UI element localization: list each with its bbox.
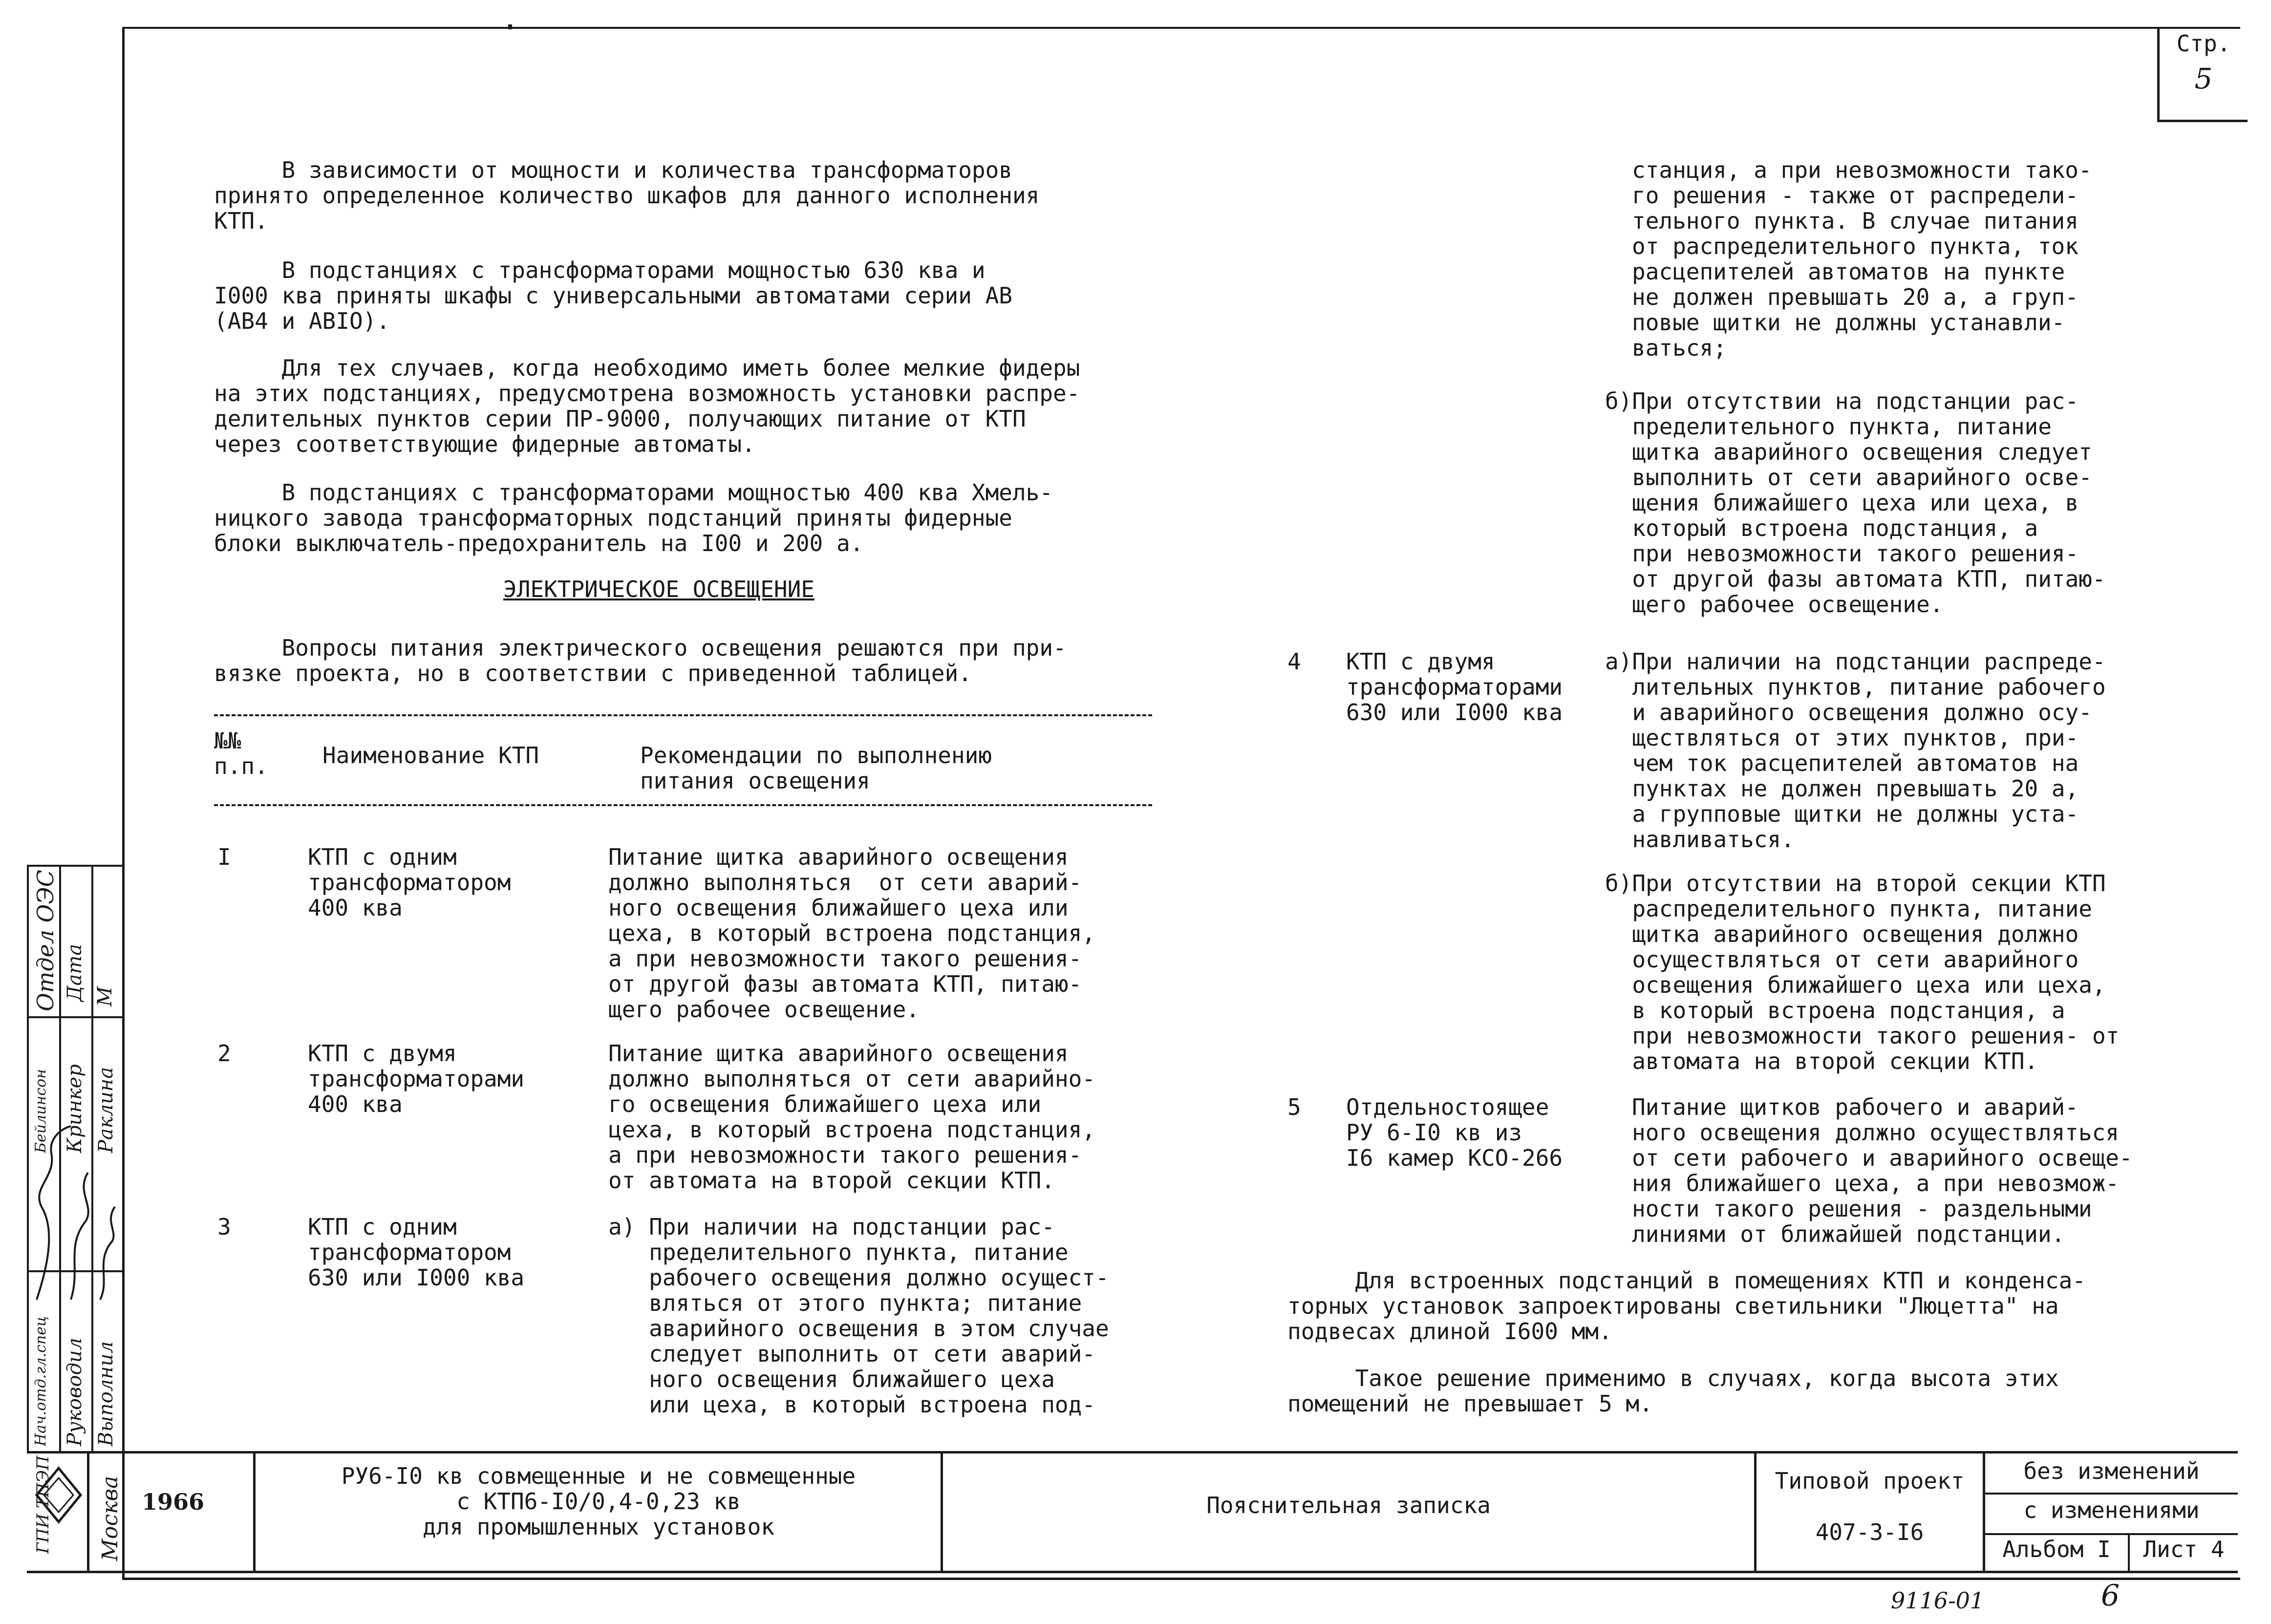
with-changes-label: с изменениями <box>2023 1497 2200 1523</box>
table-row-3-rec: а) При наличии на подстанции рас- пределительного пункта, питание рабочего освещения должно осущест- вляться от этого пункта; питание аварийного освещения в этом случае следует выполнить от сети аварий- ного освещения ближайшего цеха или цеха, в который встроена под- <box>608 1214 1109 1418</box>
typical-project-label: Типовой проект <box>1775 1468 1965 1494</box>
page-number: 5 <box>2194 62 2213 95</box>
paragraph-lighting: Вопросы питания электрического освещения решаются при при- вязке проекта, но в соответствии с приведенной таблицей. <box>214 635 1067 686</box>
stamp-name-2: Кринкер <box>64 1064 86 1153</box>
table-row-3-num: 3 <box>217 1214 231 1240</box>
org-logo-text: ГПИ ТПЭП <box>33 1455 53 1554</box>
stamp-month-mark: М <box>94 986 116 1006</box>
table-row-5-name: Отдельностоящее РУ 6-I0 кв из I6 камер КСО-266 <box>1346 1094 1563 1171</box>
section-heading: ЭЛЕКТРИЧЕСКОЕ ОСВЕЩЕНИЕ <box>503 576 814 602</box>
stamp-date-label: Дата <box>64 943 86 1002</box>
table-top-rule <box>214 714 1152 716</box>
stamp-role-1: Нач.отд.гл.спец <box>32 1316 49 1446</box>
title-block-top-rule <box>27 1451 2238 1453</box>
table-header-rule <box>214 804 1152 806</box>
sheet-label: Лист 4 <box>2143 1536 2225 1562</box>
table-row-4-option-b: б)При отсутствии на второй секции КТП распределительного пункта, питание щитка аварийного освещения должно осуществляться от сети аварийного освещения ближайшего цеха или цеха, в который встроена подстанция, а при невозможности такого решения- от автомата на второй секции КТП. <box>1605 870 2120 1074</box>
project-title: РУ6-I0 кв совмещенные и не совмещенные с КТП6-I0/0,4-0,23 кв для промышленных установок <box>341 1463 856 1540</box>
stamp-name-1: Бейлинсон <box>32 1069 49 1153</box>
title-row-rule-2 <box>1983 1533 2238 1535</box>
table-row-4-option-a: а)При наличии на подстанции распреде- лительных пунктов, питание рабочего и аварийного освещения должно осу- ществляться от этих пунктов, при- чем ток расцепителей автоматов на пунктах не должен превышать 20 а, а групповые щитки не должны уста- навливаться. <box>1605 648 2106 853</box>
table-row-2-rec: Питание щитка аварийного освещения должно выполняться от сети аварийно- го освещения ближайшего цеха или цеха, в который встроена подстанция, а при невозможности такого решения- от автомата на второй секции КТП. <box>608 1040 1095 1194</box>
project-year: 1966 <box>142 1489 205 1515</box>
paragraph-lamps: Для встроенных подстанций в помещениях КТП и конденса- торных установок запроектированы светильники "Люцетта" на подвесах длиной I600 мм. <box>1287 1267 2086 1345</box>
table-row-4-num: 4 <box>1287 648 1301 675</box>
no-changes-label: без изменений <box>2023 1458 2200 1484</box>
table-row-5-rec: Питание щитков рабочего и аварий- ного освещения должно осуществляться от сети рабочего и аварийного освеще- ния ближайшего цеха, а при невозмож- ности такого решения - раздельными линиями от ближайшей подстанции. <box>1632 1094 2133 1247</box>
stamp-role-2: Руководил <box>64 1337 86 1446</box>
page-label-caption: Стр. <box>2176 30 2231 57</box>
document-name: Пояснительная записка <box>1206 1492 1491 1518</box>
city-label: Москва <box>98 1475 123 1561</box>
table-header-num: №№ п.п. <box>214 727 268 779</box>
table-row-4-name: КТП с двумя трансформаторами 630 или I000 ква <box>1346 648 1563 726</box>
table-header-name: Наименование КТП <box>322 742 539 769</box>
stamp-rule-top <box>29 865 124 867</box>
paragraph-630kva: В подстанциях с трансформаторами мощностью 630 ква и I000 ква приняты шкафы с универсальными автоматами серии АВ (АВ4 и АВIO). <box>214 257 1012 334</box>
table-row-2-name: КТП с двумя трансформаторами 400 ква <box>308 1040 525 1117</box>
paragraph-transformers: В зависимости от мощности и количества трансформаторов принято определенное количество шкафов для данного исполнения КТП. <box>214 157 1040 234</box>
paragraph-400kva: В подстанциях с трансформаторами мощностью 400 ква Хмель- ницкого завода трансформаторных подстанций приняты фидерные блоки выключатель-предохранитель на I00 и 200 а. <box>214 479 1053 556</box>
table-header-rec: Рекомендации по выполнению питания освещения <box>640 742 992 794</box>
table-row-5-num: 5 <box>1287 1094 1301 1120</box>
album-label: Альбом I <box>2002 1536 2111 1562</box>
row-3-option-b: б)При отсутствии на подстанции рас- пределительного пункта, питание щитка аварийного освещения следует выполнить от сети аварийного осве- щения ближайшего цеха или цеха, в который встроена подстанция, а при невозможности такого решения- от другой фазы автомата КТП, питаю- щего рабочее освещение. <box>1605 388 2106 618</box>
table-row-3-name: КТП с одним трансформатором 630 или I000 ква <box>308 1214 525 1291</box>
title-row-rule-1 <box>1983 1493 2238 1495</box>
dept-label-anchor <box>32 870 59 1012</box>
project-code: 407-3-I6 <box>1815 1519 1924 1545</box>
title-block-bottom-rule <box>27 1571 2238 1573</box>
role-1-anchor <box>32 1316 49 1447</box>
paragraph-feeders: Для тех случаев, когда необходимо иметь более мелкие фидеры на этих подстанциях, предусмотрена возможность установки распре- делительных пунктов серии ПР-9000, получающих питание от КТП через соответствующие фидерные автоматы. <box>214 355 1080 457</box>
archive-page: 6 <box>2101 1579 2120 1613</box>
stamp-name-3: Раклина <box>95 1067 117 1153</box>
stamp-row-1 <box>29 1016 124 1018</box>
stamp-dept-label: Отдел ОЭС <box>32 870 59 1011</box>
archive-code: 9116-01 <box>1891 1587 1985 1614</box>
table-row-2-num: 2 <box>217 1040 231 1067</box>
logo-divider <box>87 1451 89 1573</box>
row-3-continuation: станция, а при невозможности тако- го решения - также от распредели- тельного пункта. В случае питания от распределительного пункта, ток расцепителей автоматов на пункте не должен превышать 20 а, а груп- повые щитки не должны устанавли- ваться; <box>1632 157 2092 361</box>
stamp-role-3: Выполнил <box>95 1341 117 1446</box>
table-row-1-num: I <box>217 844 231 870</box>
paragraph-height: Такое решение применимо в случаях, когда высота этих помещений не превышает 5 м. <box>1287 1365 2059 1417</box>
top-mark <box>508 24 512 29</box>
signatures-drawing <box>27 1124 122 1309</box>
title-divider-1 <box>253 1451 256 1573</box>
page-number-box <box>2157 27 2248 122</box>
table-row-1-name: КТП с одним трансформатором 400 ква <box>308 844 511 921</box>
table-row-1-rec: Питание щитка аварийного освещения должно выполняться от сети аварий- ного освещения ближайшего цеха или цеха, в который встроена подстанция, а при невозможности такого решения- от другой фазы автомата КТП, питаю- щего рабочее освещение. <box>608 844 1095 1023</box>
